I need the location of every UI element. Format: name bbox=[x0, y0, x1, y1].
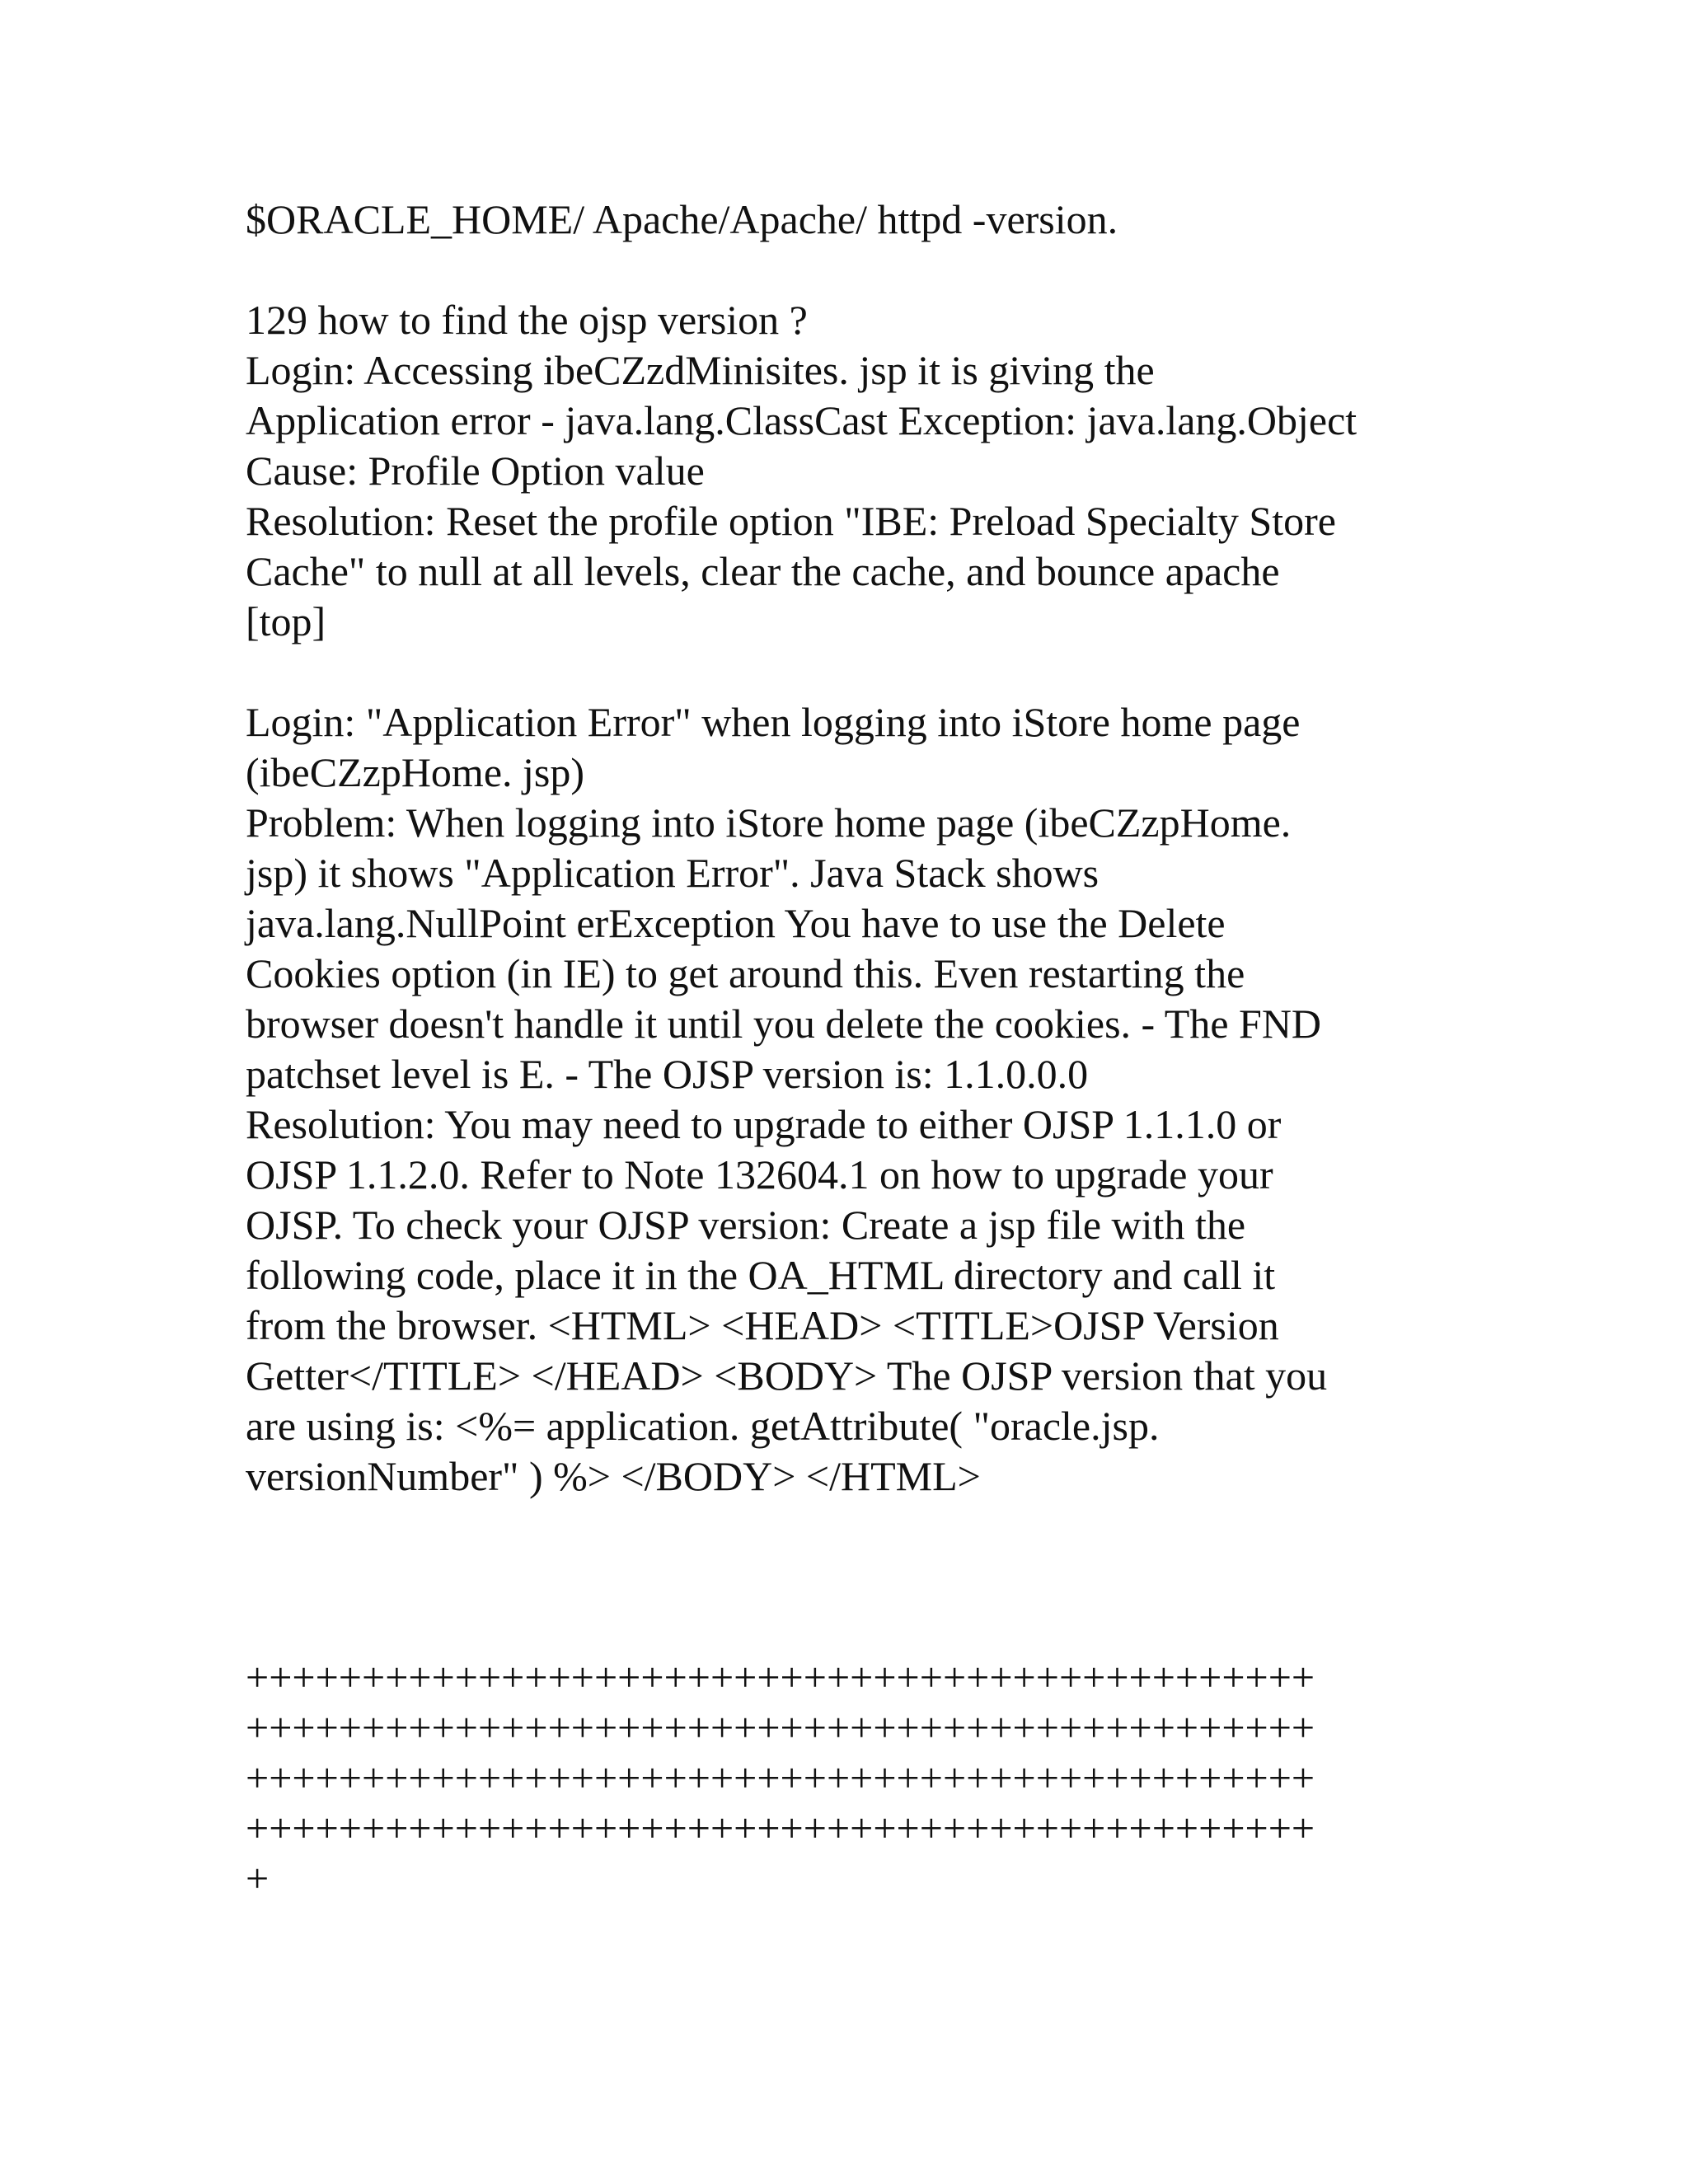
text-line: $ORACLE_HOME/ Apache/Apache/ httpd -version. bbox=[246, 196, 1118, 242]
text-line: 129 how to find the ojsp version ? bbox=[246, 297, 808, 343]
separator-line: ++++++++++++++++++++++++++++++++++++++++++++++ bbox=[246, 1755, 1315, 1801]
text-line: jsp) it shows "Application Error". Java Stack shows bbox=[246, 850, 1100, 896]
separator-line: + bbox=[246, 1855, 270, 1901]
section-gap bbox=[246, 1502, 1465, 1652]
text-line: Login: Accessing ibeCZzdMinisites. jsp it is giving the bbox=[246, 347, 1155, 393]
text-line: from the browser. <HTML> <HEAD> <TITLE>OJSP Version bbox=[246, 1302, 1279, 1348]
top-link[interactable]: [top] bbox=[246, 598, 326, 644]
text-line: Resolution: Reset the profile option "IBE: Preload Specialty Store bbox=[246, 498, 1336, 544]
text-line: browser doesn't handle it until you delete the cookies. - The FND bbox=[246, 1001, 1322, 1047]
text-line: OJSP 1.1.2.0. Refer to Note 132604.1 on how to upgrade your bbox=[246, 1151, 1273, 1197]
text-line: patchset level is E. - The OJSP version is: 1.1.0.0.0 bbox=[246, 1051, 1089, 1097]
document-page bbox=[246, 194, 1465, 1904]
section-apache-version bbox=[246, 194, 1465, 245]
plus-separator bbox=[246, 1652, 1465, 1904]
text-line: following code, place it in the OA_HTML directory and call it bbox=[246, 1252, 1276, 1298]
text-line: Cookies option (in IE) to get around this. Even restarting the bbox=[246, 950, 1245, 996]
section-ojsp-version-question bbox=[246, 295, 1465, 647]
paragraph-gap bbox=[246, 647, 1465, 697]
text-line: java.lang.NullPoint erException You have to use the Delete bbox=[246, 900, 1226, 946]
separator-line: ++++++++++++++++++++++++++++++++++++++++++++++ bbox=[246, 1654, 1315, 1700]
text-line: Cache" to null at all levels, clear the cache, and bounce apache bbox=[246, 548, 1280, 594]
text-line: Cause: Profile Option value bbox=[246, 448, 705, 494]
text-line: OJSP. To check your OJSP version: Create a jsp file with the bbox=[246, 1202, 1246, 1248]
section-application-error bbox=[246, 697, 1465, 1502]
text-line: Getter</TITLE> </HEAD> <BODY> The OJSP version that you bbox=[246, 1352, 1328, 1399]
text-line: (ibeCZzpHome. jsp) bbox=[246, 749, 585, 795]
paragraph-gap bbox=[246, 245, 1465, 295]
text-line: Problem: When logging into iStore home page (ibeCZzpHome. bbox=[246, 799, 1292, 846]
text-line: versionNumber" ) %> </BODY> </HTML> bbox=[246, 1453, 981, 1499]
text-line: Resolution: You may need to upgrade to either OJSP 1.1.1.0 or bbox=[246, 1101, 1282, 1147]
text-line: Login: "Application Error" when logging into iStore home page bbox=[246, 699, 1301, 745]
text-line: Application error - java.lang.ClassCast Exception: java.lang.Object bbox=[246, 397, 1357, 443]
separator-line: ++++++++++++++++++++++++++++++++++++++++++++++ bbox=[246, 1805, 1315, 1851]
separator-line: ++++++++++++++++++++++++++++++++++++++++++++++ bbox=[246, 1704, 1315, 1750]
text-line: are using is: <%= application. getAttribute( "oracle.jsp. bbox=[246, 1403, 1160, 1449]
